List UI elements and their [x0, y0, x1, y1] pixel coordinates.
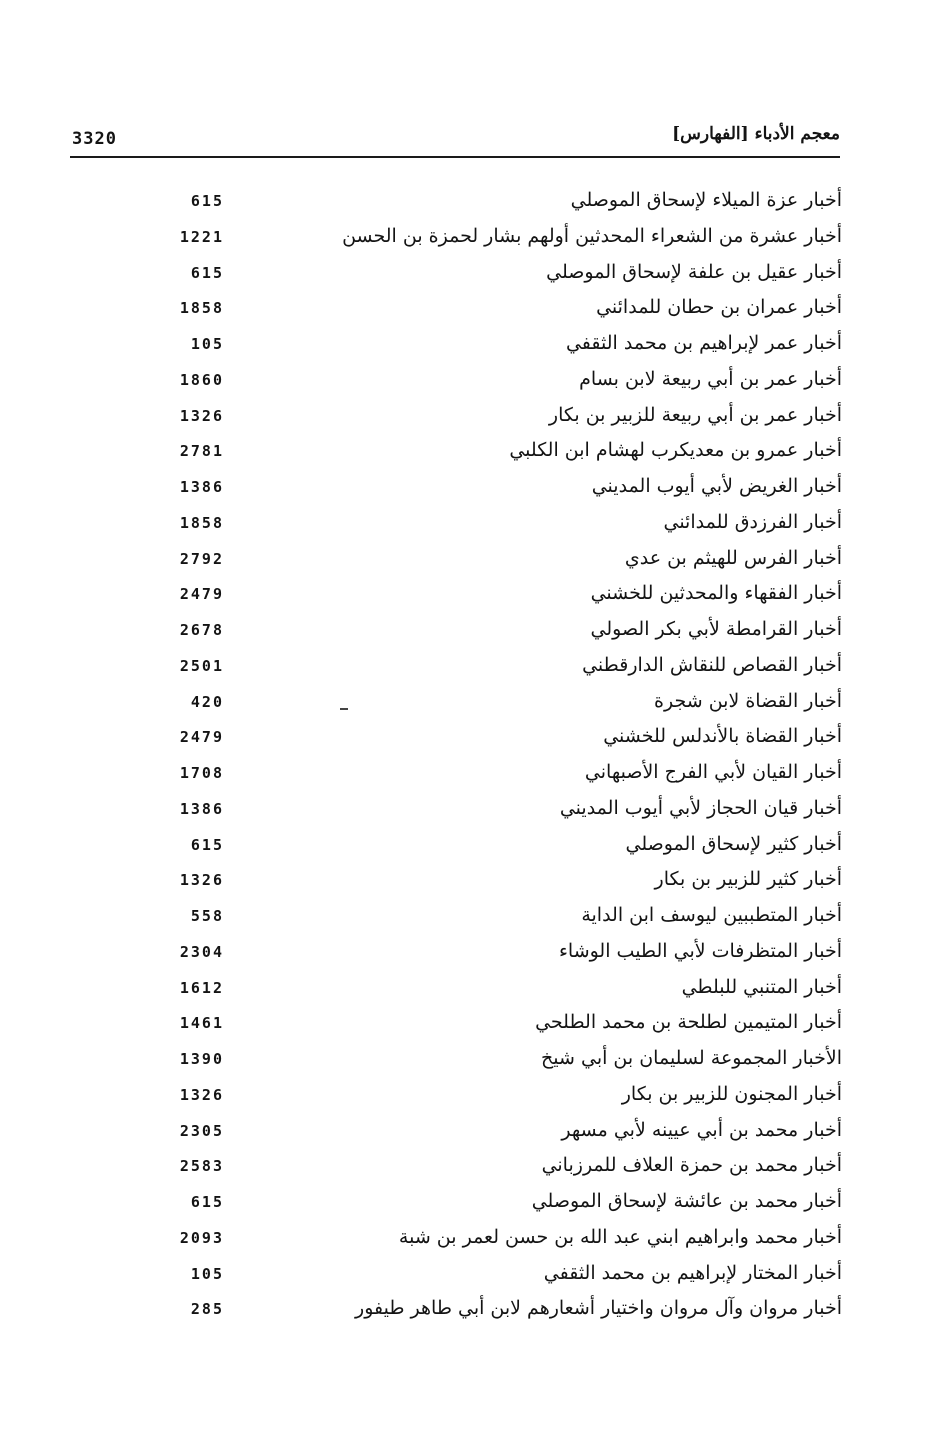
index-entry [0, 756, 932, 792]
entry-title: أخبار القرامطة لأبي بكر الصولي [590, 618, 842, 640]
entry-title: أخبار المتظرفات لأبي الطيب الوشاء [558, 939, 842, 962]
entry-title: أخبار المتطببين ليوسف ابن الداية [581, 904, 842, 926]
entry-page-number: 2792 [179, 549, 224, 568]
entry-page-number: 1461 [179, 1014, 224, 1033]
entry-title: أخبار الغريض لأبي أيوب المديني [591, 475, 842, 497]
entry-page-number: 285 [190, 1300, 224, 1319]
index-entry [0, 363, 932, 399]
index-entry [0, 220, 932, 256]
index-entry [0, 1006, 932, 1042]
entry-title: أخبار القيان لأبي الفرج الأصبهاني [584, 761, 842, 783]
entry-page-number: 1858 [179, 299, 224, 318]
entry-title: أخبار عمر بن أبي ربيعة للزبير بن بكار [548, 403, 842, 426]
entry-page-number: 1612 [179, 978, 224, 997]
entry-page-number: 2501 [179, 656, 224, 675]
entry-title: أخبار المتيمين لطلحة بن محمد الطلحي [535, 1011, 842, 1034]
entry-page-number: 1860 [179, 370, 224, 389]
index-entry [0, 613, 932, 649]
index-entry [0, 1257, 932, 1293]
entry-title: أخبار محمد بن عائشة لإسحاق الموصلي [531, 1190, 842, 1212]
page-number: 3320 [72, 129, 117, 149]
entry-title: أخبار محمد بن حمزة العلاف للمرزباني [541, 1154, 842, 1177]
entry-title: أخبار المختار لإبراهيم بن محمد الثقفي [543, 1261, 842, 1284]
index-entry [0, 1114, 932, 1150]
entry-title: أخبار كثير للزبير بن بكار [654, 868, 842, 891]
entry-page-number: 2781 [179, 442, 224, 461]
entry-page-number: 420 [190, 692, 224, 711]
entry-page-number: 615 [190, 835, 224, 854]
entry-title: أخبار القضاة لابن شجرة [654, 689, 842, 712]
index-entry [0, 291, 932, 327]
entry-page-number: 2305 [179, 1121, 224, 1140]
entry-page-number: 1326 [179, 406, 224, 425]
index-entry [0, 1042, 932, 1078]
entry-page-number: 615 [190, 192, 224, 210]
scan-speck [340, 708, 348, 710]
entry-page-number: 615 [190, 1193, 224, 1211]
entry-page-number: 1708 [179, 764, 224, 782]
entry-title: أخبار محمد وابراهيم ابني عبد الله بن حسن لعمر بن شبة [398, 1225, 842, 1248]
entry-page-number: 1386 [179, 478, 224, 496]
index-entry [0, 542, 932, 578]
index-entry [0, 327, 932, 363]
index-list [0, 184, 932, 1328]
index-entry [0, 506, 932, 542]
entry-title: أخبار الفقهاء والمحدثين للخشني [590, 582, 842, 605]
index-entry [0, 685, 932, 721]
entry-page-number: 1386 [179, 799, 224, 818]
entry-page-number: 105 [190, 335, 224, 353]
index-entry [0, 1185, 932, 1221]
entry-title: أخبار عزة الميلاء لإسحاق الموصلي [570, 189, 842, 211]
index-entry [0, 184, 932, 220]
index-entry [0, 971, 932, 1007]
entry-title: أخبار عشرة من الشعراء المحدثين أولهم بشار لحمزة بن الحسن [342, 224, 842, 247]
entry-page-number: 1221 [179, 227, 224, 246]
entry-page-number: 1858 [179, 513, 224, 532]
entry-title: أخبار القضاة بالأندلس للخشني [603, 725, 842, 748]
entry-title: أخبار مروان وآل مروان واختيار أشعارهم لابن أبي طاهر طيفور [355, 1297, 842, 1320]
entry-title: أخبار الفرزدق للمدائني [663, 510, 842, 533]
entry-title: أخبار عقيل بن علفة لإسحاق الموصلي [546, 260, 842, 283]
entry-page-number: 2304 [179, 942, 224, 961]
entry-page-number: 1326 [179, 1085, 224, 1104]
entry-title: أخبار عمر لإبراهيم بن محمد الثقفي [565, 332, 842, 354]
index-entry [0, 935, 932, 971]
entry-page-number: 2093 [179, 1228, 224, 1247]
index-entry [0, 720, 932, 756]
entry-title: أخبار كثير لإسحاق الموصلي [625, 832, 842, 855]
entry-page-number: 1326 [179, 871, 224, 890]
index-entry [0, 863, 932, 899]
entry-page-number: 2678 [179, 621, 224, 639]
index-entry [0, 399, 932, 435]
index-entry [0, 470, 932, 506]
index-entry [0, 828, 932, 864]
entry-title: أخبار المجنون للزبير بن بكار [621, 1082, 842, 1105]
entry-title: أخبار عمران بن حطان للمدائني [596, 296, 842, 319]
entry-page-number: 2583 [179, 1157, 224, 1176]
header-rule [70, 156, 840, 158]
entry-page-number: 1390 [179, 1050, 224, 1068]
index-entry [0, 577, 932, 613]
index-entry [0, 1149, 932, 1185]
index-entry [0, 649, 932, 685]
index-entry [0, 1221, 932, 1257]
entry-title: أخبار القصاص للنقاش الدارقطني [582, 653, 842, 676]
index-entry [0, 434, 932, 470]
index-entry [0, 792, 932, 828]
entry-page-number: 105 [190, 1264, 224, 1283]
entry-title: أخبار عمرو بن معديكرب لهشام ابن الكلبي [509, 439, 842, 462]
entry-page-number: 2479 [179, 585, 224, 604]
entry-page-number: 2479 [179, 728, 224, 747]
entry-title: الأخبار المجموعة لسليمان بن أبي شيخ [541, 1047, 842, 1069]
index-entry [0, 899, 932, 935]
entry-page-number: 558 [190, 907, 224, 925]
entry-title: أخبار المتنبي للبلطي [681, 975, 842, 998]
entry-title: أخبار قيان الحجاز لأبي أيوب المديني [559, 796, 842, 819]
entry-title: أخبار محمد بن أبي عيينه لأبي مسهر [561, 1118, 842, 1141]
index-entry [0, 256, 932, 292]
entry-title: أخبار عمر بن أبي ربيعة لابن بسام [579, 367, 842, 390]
entry-page-number: 615 [190, 263, 224, 282]
entry-title: أخبار الفرس للهيثم بن عدي [624, 546, 842, 569]
index-entry [0, 1078, 932, 1114]
running-title: معجم الأدباء [الفهارس] [672, 124, 840, 144]
index-entry [0, 1292, 932, 1328]
